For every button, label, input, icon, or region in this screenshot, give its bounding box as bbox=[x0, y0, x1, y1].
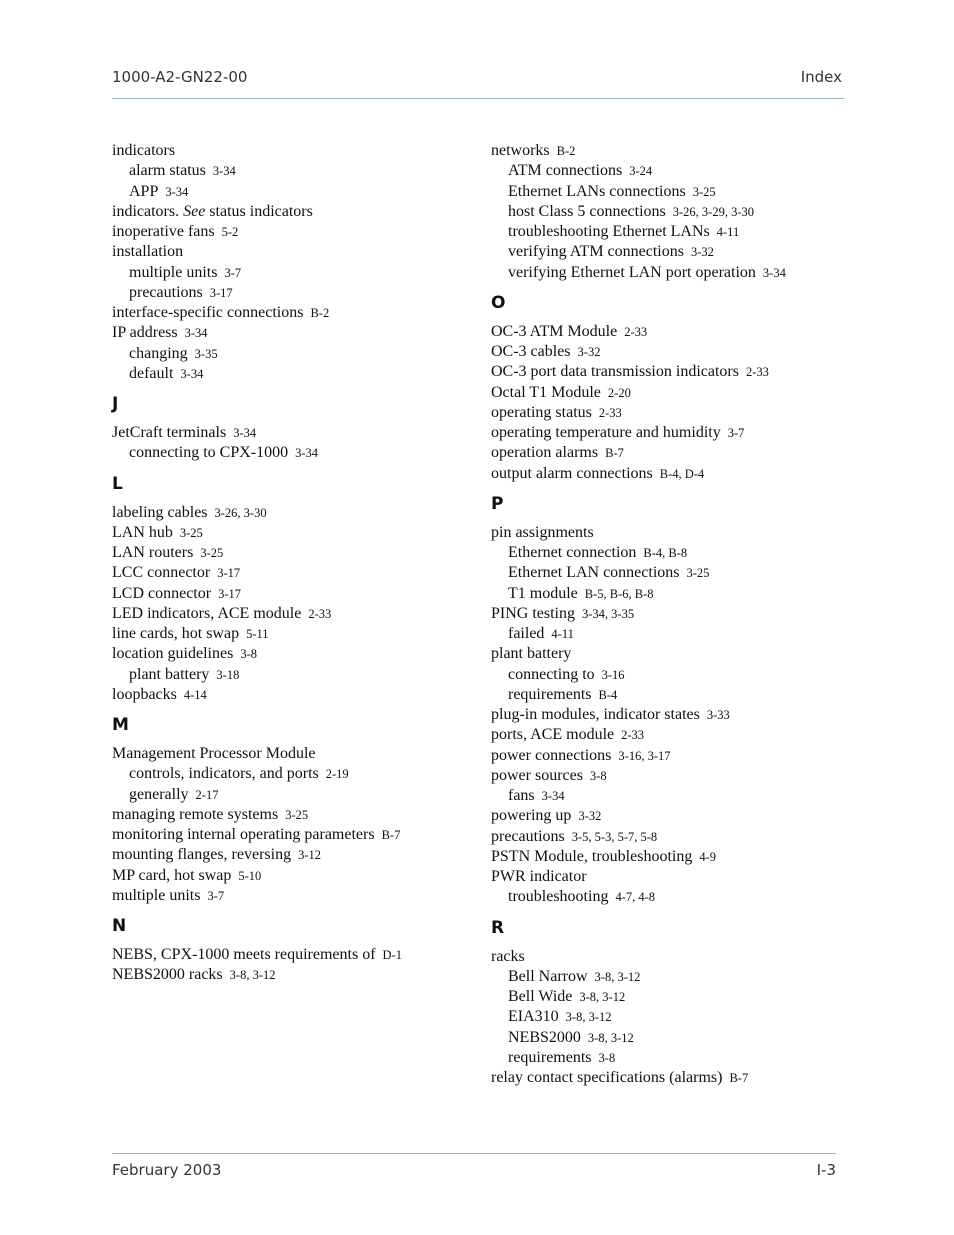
entry-page-refs: 3-26, 3-30 bbox=[214, 505, 267, 520]
index-entry bbox=[112, 845, 472, 865]
index-subentry bbox=[491, 665, 851, 685]
entry-page-refs: 3-34 bbox=[184, 326, 208, 341]
index-entry bbox=[491, 604, 851, 624]
entry-term: controls, indicators, and ports bbox=[129, 765, 319, 783]
index-section-letter: J bbox=[112, 394, 119, 414]
entry-term: line cards, hot swap bbox=[112, 625, 240, 642]
entry-page-refs: 3-7 bbox=[207, 888, 225, 903]
entry-term: connecting to bbox=[508, 665, 595, 683]
index-subentry bbox=[491, 987, 851, 1007]
index-entry bbox=[491, 383, 851, 403]
entry-term: MP card, hot swap bbox=[112, 866, 232, 884]
entry-page-refs: 3-25 bbox=[179, 525, 203, 540]
entry-page-refs: 5-10 bbox=[238, 868, 262, 883]
entry-term: OC-3 port data transmission indicators bbox=[491, 363, 739, 381]
index-entry bbox=[112, 222, 472, 242]
entry-term: installation bbox=[112, 243, 184, 261]
entry-term: generally bbox=[129, 785, 189, 803]
index-entry bbox=[112, 202, 472, 222]
entry-page-refs: 2-20 bbox=[607, 385, 631, 400]
entry-term: powering up bbox=[491, 807, 572, 825]
entry-page-refs: 3-34 bbox=[295, 446, 319, 461]
entry-term: networks bbox=[491, 142, 550, 159]
index-subentry bbox=[491, 887, 851, 907]
index-subentry bbox=[491, 584, 851, 604]
see-reference-label: See bbox=[183, 202, 206, 220]
header-doc-number: 1000-A2-GN22-00 bbox=[112, 68, 248, 86]
entry-term: racks bbox=[491, 947, 525, 965]
index-section-letter: R bbox=[491, 917, 505, 938]
entry-term: JetCraft terminals bbox=[112, 424, 227, 441]
footer-divider bbox=[112, 1153, 836, 1154]
index-subentry bbox=[112, 764, 472, 784]
entry-page-refs: 3-34 bbox=[212, 164, 236, 179]
index-entry bbox=[112, 141, 472, 161]
entry-term: OC-3 ATM Module bbox=[491, 322, 618, 340]
index-entry bbox=[491, 725, 851, 745]
entry-page-refs: 4-9 bbox=[699, 849, 717, 864]
index-section-letter: P bbox=[491, 493, 504, 514]
entry-page-refs: 3-8, 3-12 bbox=[565, 1010, 612, 1025]
entry-page-refs: B-4 bbox=[598, 687, 618, 702]
index-subentry bbox=[112, 785, 472, 805]
entry-term: monitoring internal operating parameters bbox=[112, 826, 375, 843]
entry-page-refs: 3-25 bbox=[285, 807, 309, 822]
index-entry bbox=[112, 825, 472, 845]
entry-page-refs: 3-12 bbox=[298, 848, 321, 863]
entry-page-refs: 3-24 bbox=[629, 164, 653, 179]
entry-term: changing bbox=[129, 344, 188, 362]
index-subentry bbox=[112, 344, 472, 364]
entry-page-refs: 3-32 bbox=[690, 245, 714, 260]
entry-term: inoperative fans bbox=[112, 223, 215, 240]
entry-term: Bell Narrow bbox=[508, 967, 588, 985]
entry-page-refs: B-5, B-6, B-8 bbox=[584, 586, 654, 601]
index-section-letter: M bbox=[112, 715, 129, 735]
entry-term: Management Processor Module bbox=[112, 745, 316, 762]
entry-term: power sources bbox=[491, 766, 583, 784]
entry-term: plant battery bbox=[129, 665, 210, 683]
entry-term: verifying Ethernet LAN port operation bbox=[508, 263, 756, 281]
entry-term: plug-in modules, indicator states bbox=[491, 706, 700, 723]
entry-page-refs: 3-34, 3-35 bbox=[582, 606, 635, 621]
entry-page-refs: 3-18 bbox=[216, 667, 240, 682]
entry-term: precautions bbox=[129, 283, 203, 301]
entry-term: operation alarms bbox=[491, 444, 599, 462]
index-section-letter: L bbox=[112, 473, 123, 494]
index-entry bbox=[491, 403, 851, 423]
entry-term: LAN routers bbox=[112, 544, 194, 561]
entry-term: host Class 5 connections bbox=[508, 202, 666, 220]
index-entry bbox=[491, 644, 851, 664]
entry-term: NEBS, CPX-1000 meets requirements of bbox=[112, 946, 376, 963]
entry-page-refs: 3-16, 3-17 bbox=[618, 748, 671, 763]
index-subentry bbox=[491, 1007, 851, 1027]
index-entry bbox=[112, 323, 472, 343]
entry-term: location guidelines bbox=[112, 645, 234, 663]
entry-term: operating temperature and humidity bbox=[491, 424, 721, 441]
entry-page-refs: 3-8, 3-12 bbox=[229, 968, 276, 983]
entry-page-refs: 3-34 bbox=[233, 426, 257, 440]
entry-term: alarm status bbox=[129, 162, 206, 180]
index-entry bbox=[491, 705, 851, 725]
entry-page-refs: B-7 bbox=[605, 446, 624, 461]
index-entry bbox=[491, 342, 851, 362]
index-subentry bbox=[112, 665, 472, 685]
entry-page-refs: 3-7 bbox=[727, 426, 745, 440]
entry-term: indicators. bbox=[112, 202, 184, 220]
index-subentry bbox=[112, 161, 472, 181]
entry-page-refs: 2-33 bbox=[308, 606, 332, 621]
entry-page-refs: 3-33 bbox=[706, 708, 730, 722]
entry-page-refs: 3-8, 3-12 bbox=[594, 969, 641, 984]
entry-term: Bell Wide bbox=[508, 988, 573, 1005]
index-entry bbox=[491, 464, 851, 484]
index-entry bbox=[112, 303, 472, 323]
entry-page-refs: 4-11 bbox=[551, 627, 574, 641]
entry-page-refs: B-4, D-4 bbox=[659, 466, 705, 481]
entry-term: PING testing bbox=[491, 604, 575, 622]
index-subentry bbox=[491, 202, 851, 222]
entry-page-refs: 4-14 bbox=[183, 687, 207, 702]
index-entry bbox=[112, 523, 472, 543]
index-subentry bbox=[491, 242, 851, 262]
index-column-left bbox=[112, 141, 472, 986]
entry-term: multiple units bbox=[129, 263, 218, 281]
entry-term: requirements bbox=[508, 1048, 592, 1066]
entry-term: ATM connections bbox=[508, 162, 623, 180]
index-entry bbox=[491, 746, 851, 766]
entry-page-refs: 3-8 bbox=[240, 647, 257, 662]
index-subentry bbox=[112, 263, 472, 283]
index-entry bbox=[112, 604, 472, 624]
index-entry bbox=[112, 866, 472, 886]
entry-term: output alarm connections bbox=[491, 464, 653, 482]
entry-term: loopbacks bbox=[112, 685, 177, 703]
index-entry bbox=[112, 805, 472, 825]
entry-page-refs: 3-34 bbox=[165, 184, 189, 199]
entry-term: labeling cables bbox=[112, 503, 208, 521]
entry-term: managing remote systems bbox=[112, 805, 279, 823]
index-subentry bbox=[491, 222, 851, 242]
index-entry bbox=[112, 644, 472, 664]
see-reference-target: status indicators bbox=[205, 202, 313, 220]
index-subentry bbox=[491, 685, 851, 705]
index-subentry bbox=[491, 161, 851, 181]
index-subentry bbox=[112, 283, 472, 303]
index-entry bbox=[112, 543, 472, 563]
entry-page-refs: 5-11 bbox=[246, 627, 269, 641]
index-subentry bbox=[491, 1028, 851, 1048]
entry-page-refs: 2-33 bbox=[745, 365, 769, 380]
index-subentry bbox=[491, 563, 851, 583]
entry-term: ports, ACE module bbox=[491, 726, 615, 744]
index-entry bbox=[491, 443, 851, 463]
entry-term: LED indicators, ACE module bbox=[112, 604, 302, 622]
entry-page-refs: 2-17 bbox=[195, 787, 219, 802]
index-entry bbox=[491, 766, 851, 786]
entry-page-refs: 3-32 bbox=[578, 809, 602, 824]
entry-term: Octal T1 Module bbox=[491, 383, 601, 401]
index-entry bbox=[491, 827, 851, 847]
entry-term: interface-specific connections bbox=[112, 304, 304, 321]
entry-page-refs: 4-11 bbox=[716, 225, 740, 239]
entry-term: troubleshooting bbox=[508, 888, 609, 906]
index-column-right bbox=[491, 141, 851, 1088]
entry-page-refs: 2-33 bbox=[624, 324, 648, 339]
index-subentry bbox=[491, 624, 851, 644]
index-entry bbox=[491, 847, 851, 867]
entry-page-refs: 2-33 bbox=[598, 405, 622, 420]
entry-page-refs: B-7 bbox=[381, 828, 401, 842]
index-entry bbox=[491, 362, 851, 382]
entry-term: APP bbox=[129, 182, 159, 200]
entry-page-refs: B-4, B-8 bbox=[643, 546, 688, 560]
index-entry bbox=[491, 141, 851, 161]
entry-term: PSTN Module, troubleshooting bbox=[491, 847, 693, 865]
entry-page-refs: 3-34 bbox=[762, 265, 786, 280]
index-subentry bbox=[491, 543, 851, 563]
entry-term: pin assignments bbox=[491, 523, 594, 541]
index-entry bbox=[112, 563, 472, 583]
index-subentry bbox=[112, 364, 472, 384]
entry-page-refs: 3-8 bbox=[598, 1050, 616, 1065]
entry-term: connecting to CPX-1000 bbox=[129, 444, 289, 462]
entry-page-refs: 2-19 bbox=[325, 767, 349, 782]
index-subentry bbox=[491, 1048, 851, 1068]
entry-page-refs: 3-5, 5-3, 5-7, 5-8 bbox=[571, 829, 658, 844]
entry-page-refs: 4-7, 4-8 bbox=[615, 890, 656, 905]
index-subentry bbox=[491, 182, 851, 202]
entry-term: Ethernet LANs connections bbox=[508, 182, 686, 200]
entry-term: requirements bbox=[508, 685, 592, 703]
entry-page-refs: 3-25 bbox=[692, 184, 716, 199]
index-entry bbox=[112, 945, 472, 965]
entry-term: Ethernet LAN connections bbox=[508, 564, 680, 582]
entry-page-refs: D-1 bbox=[382, 948, 402, 962]
entry-term: LAN hub bbox=[112, 523, 173, 541]
entry-page-refs: 3-17 bbox=[209, 285, 233, 300]
entry-page-refs: 3-8, 3-12 bbox=[587, 1030, 634, 1045]
footer-page-number: I-3 bbox=[816, 1161, 836, 1179]
entry-page-refs: 3-35 bbox=[194, 346, 218, 361]
index-subentry bbox=[491, 967, 851, 987]
entry-term: LCC connector bbox=[112, 564, 211, 582]
index-entry bbox=[112, 503, 472, 523]
entry-term: indicators bbox=[112, 142, 176, 159]
entry-term: OC-3 cables bbox=[491, 343, 571, 360]
index-subentry bbox=[491, 263, 851, 283]
entry-term: IP address bbox=[112, 324, 178, 342]
entry-page-refs: 3-17 bbox=[218, 586, 241, 601]
index-entry bbox=[112, 423, 472, 443]
entry-page-refs: B-2 bbox=[556, 144, 576, 158]
index-entry bbox=[491, 322, 851, 342]
header-divider bbox=[112, 98, 844, 99]
entry-term: NEBS2000 bbox=[508, 1028, 581, 1046]
index-entry bbox=[491, 423, 851, 443]
entry-page-refs: 3-8 bbox=[589, 768, 607, 783]
entry-term: precautions bbox=[491, 827, 565, 845]
index-entry bbox=[491, 867, 851, 887]
entry-page-refs: 2-33 bbox=[621, 728, 645, 743]
index-entry bbox=[112, 965, 472, 985]
index-entry bbox=[491, 806, 851, 826]
header-section-title: Index bbox=[800, 68, 842, 86]
entry-term: relay contact specifications (alarms) bbox=[491, 1069, 723, 1086]
entry-term: EIA310 bbox=[508, 1008, 559, 1026]
index-entry bbox=[112, 624, 472, 644]
index-subentry bbox=[491, 786, 851, 806]
index-entry bbox=[112, 584, 472, 604]
entry-page-refs: 3-7 bbox=[224, 265, 242, 280]
entry-page-refs: 3-8, 3-12 bbox=[579, 990, 626, 1004]
entry-page-refs: B-7 bbox=[729, 1071, 749, 1085]
entry-term: verifying ATM connections bbox=[508, 243, 684, 261]
entry-term: fans bbox=[508, 787, 535, 804]
index-entry bbox=[112, 242, 472, 262]
index-entry bbox=[491, 1068, 851, 1088]
entry-term: failed bbox=[508, 625, 545, 642]
index-section-letter: N bbox=[112, 916, 127, 936]
index-entry bbox=[112, 685, 472, 705]
entry-term: Ethernet connection bbox=[508, 544, 637, 561]
entry-term: multiple units bbox=[112, 886, 201, 904]
index-entry bbox=[491, 523, 851, 543]
index-subentry bbox=[112, 182, 472, 202]
entry-page-refs: 3-34 bbox=[541, 789, 565, 803]
entry-page-refs: 3-32 bbox=[577, 345, 601, 359]
entry-page-refs: 3-17 bbox=[217, 566, 241, 581]
entry-term: default bbox=[129, 364, 174, 382]
footer-date: February 2003 bbox=[112, 1161, 222, 1179]
entry-term: mounting flanges, reversing bbox=[112, 846, 292, 864]
entry-term: plant battery bbox=[491, 645, 572, 663]
entry-page-refs: 5-2 bbox=[221, 225, 239, 239]
entry-term: NEBS2000 racks bbox=[112, 966, 223, 984]
entry-page-refs: 3-25 bbox=[200, 546, 224, 560]
entry-term: power connections bbox=[491, 746, 612, 764]
entry-term: PWR indicator bbox=[491, 868, 587, 885]
entry-term: operating status bbox=[491, 403, 592, 421]
entry-term: LCD connector bbox=[112, 584, 212, 602]
entry-page-refs: 3-26, 3-29, 3-30 bbox=[672, 204, 755, 219]
entry-term: T1 module bbox=[508, 584, 578, 602]
entry-page-refs: 3-16 bbox=[601, 667, 625, 682]
entry-page-refs: 3-25 bbox=[686, 566, 710, 581]
index-section-letter: O bbox=[491, 292, 506, 313]
entry-page-refs: B-2 bbox=[310, 306, 330, 320]
entry-page-refs: 3-34 bbox=[180, 366, 204, 381]
index-entry bbox=[112, 886, 472, 906]
index-entry bbox=[112, 744, 472, 764]
entry-term: troubleshooting Ethernet LANs bbox=[508, 223, 710, 240]
index-subentry bbox=[112, 443, 472, 463]
index-entry bbox=[491, 947, 851, 967]
